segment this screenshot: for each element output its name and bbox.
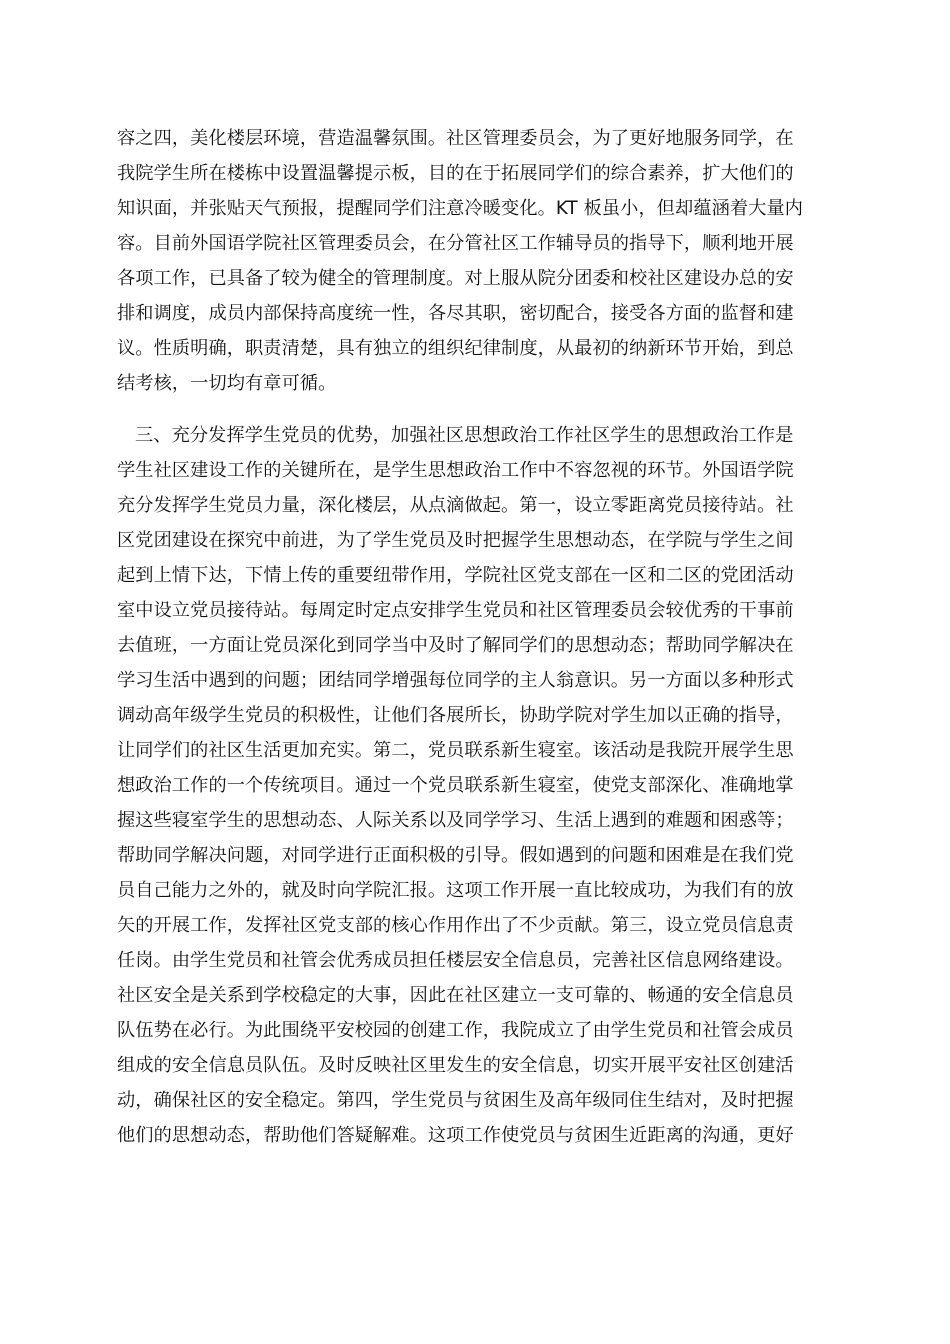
text-line: 排和调度，成员内部保持高度统一性，各尽其职，密切配合，接受各方面的监督和建 — [117, 303, 794, 324]
text-line: 去值班，一方面让党员深化到同学当中及时了解同学们的思想动态；帮助同学解决在 — [117, 635, 794, 656]
text-line: 员自己能力之外的，就及时向学院汇报。这项工作开展一直比较成功，为我们有的放 — [117, 880, 794, 901]
text-line: 学生社区建设工作的关键所在，是学生思想政治工作中不容忽视的环节。外国语学院 — [117, 460, 794, 481]
text-line: 让同学们的社区生活更加充实。第二，党员联系新生寝室。该活动是我院开展学生思 — [117, 740, 794, 761]
text-line: 知识面，并张贴天气预报，提醒同学们注意冷暖变化。KT 板虽小，但却蕴涵着大量内 — [117, 198, 804, 219]
text-line: 帮助同学解决问题，对同学进行正面积极的引导。假如遇到的问题和困难是在我们党 — [117, 845, 794, 866]
text-line: 各项工作，已具备了较为健全的管理制度。对上服从院分团委和校社区建设办总的安 — [117, 268, 794, 289]
text-line: 矢的开展工作，发挥社区党支部的核心作用作出了不少贡献。第三，设立党员信息责 — [117, 915, 794, 936]
text-line: 容。目前外国语学院社区管理委员会，在分管社区工作辅导员的指导下，顺利地开展 — [117, 233, 794, 254]
text-line: 社区安全是关系到学校稳定的大事，因此在社区建立一支可靠的、畅通的安全信息员 — [117, 985, 794, 1006]
text-line: 握这些寝室学生的思想动态、人际关系以及同学学习、生活上遇到的难题和困惑等； — [117, 810, 794, 831]
text-line: 队伍势在必行。为此围绕平安校园的创建工作，我院成立了由学生党员和社管会成员 — [117, 1020, 794, 1041]
paragraph-heading-line: 三、充分发挥学生党员的优势，加强社区思想政治工作社区学生的思想政治工作是 — [135, 425, 794, 446]
text-line: 学习生活中遇到的问题；团结同学增强每位同学的主人翁意识。另一方面以多种形式 — [117, 670, 794, 691]
text-line: 充分发挥学生党员力量，深化楼层，从点滴做起。第一，设立零距离党员接待站。社 — [117, 495, 794, 516]
text-line: 组成的安全信息员队伍。及时反映社区里发生的安全信息，切实开展平安社区创建活 — [117, 1055, 794, 1076]
text-line: 容之四，美化楼层环境，营造温馨氛围。社区管理委员会，为了更好地服务同学，在 — [117, 128, 794, 149]
text-line: 想政治工作的一个传统项目。通过一个党员联系新生寝室，使党支部深化、准确地掌 — [117, 775, 794, 796]
text-line: 他们的思想动态，帮助他们答疑解难。这项工作使党员与贫困生近距离的沟通，更好 — [117, 1125, 794, 1146]
text-line: 动，确保社区的安全稳定。第四，学生党员与贫困生及高年级同住生结对，及时把握 — [117, 1090, 794, 1111]
text-line: 起到上情下达，下情上传的重要纽带作用，学院社区党支部在一区和二区的党团活动 — [117, 565, 794, 586]
text-line: 调动高年级学生党员的积极性，让他们各展所长，协助学院对学生加以正确的指导， — [117, 705, 794, 726]
text-line: 室中设立党员接待站。每周定时定点安排学生党员和社区管理委员会较优秀的干事前 — [117, 600, 794, 621]
text-line: 议。性质明确，职责清楚，具有独立的组织纪律制度，从最初的纳新环节开始，到总 — [117, 338, 794, 359]
text-line: 我院学生所在楼栋中设置温馨提示板，目的在于拓展同学们的综合素养，扩大他们的 — [117, 163, 794, 184]
text-line: 区党团建设在探究中前进，为了学生党员及时把握学生思想动态，在学院与学生之间 — [117, 530, 794, 551]
text-line: 结考核，一切均有章可循。 — [117, 373, 337, 394]
text-line: 任岗。由学生党员和社管会优秀成员担任楼层安全信息员，完善社区信息网络建设。 — [117, 950, 794, 971]
